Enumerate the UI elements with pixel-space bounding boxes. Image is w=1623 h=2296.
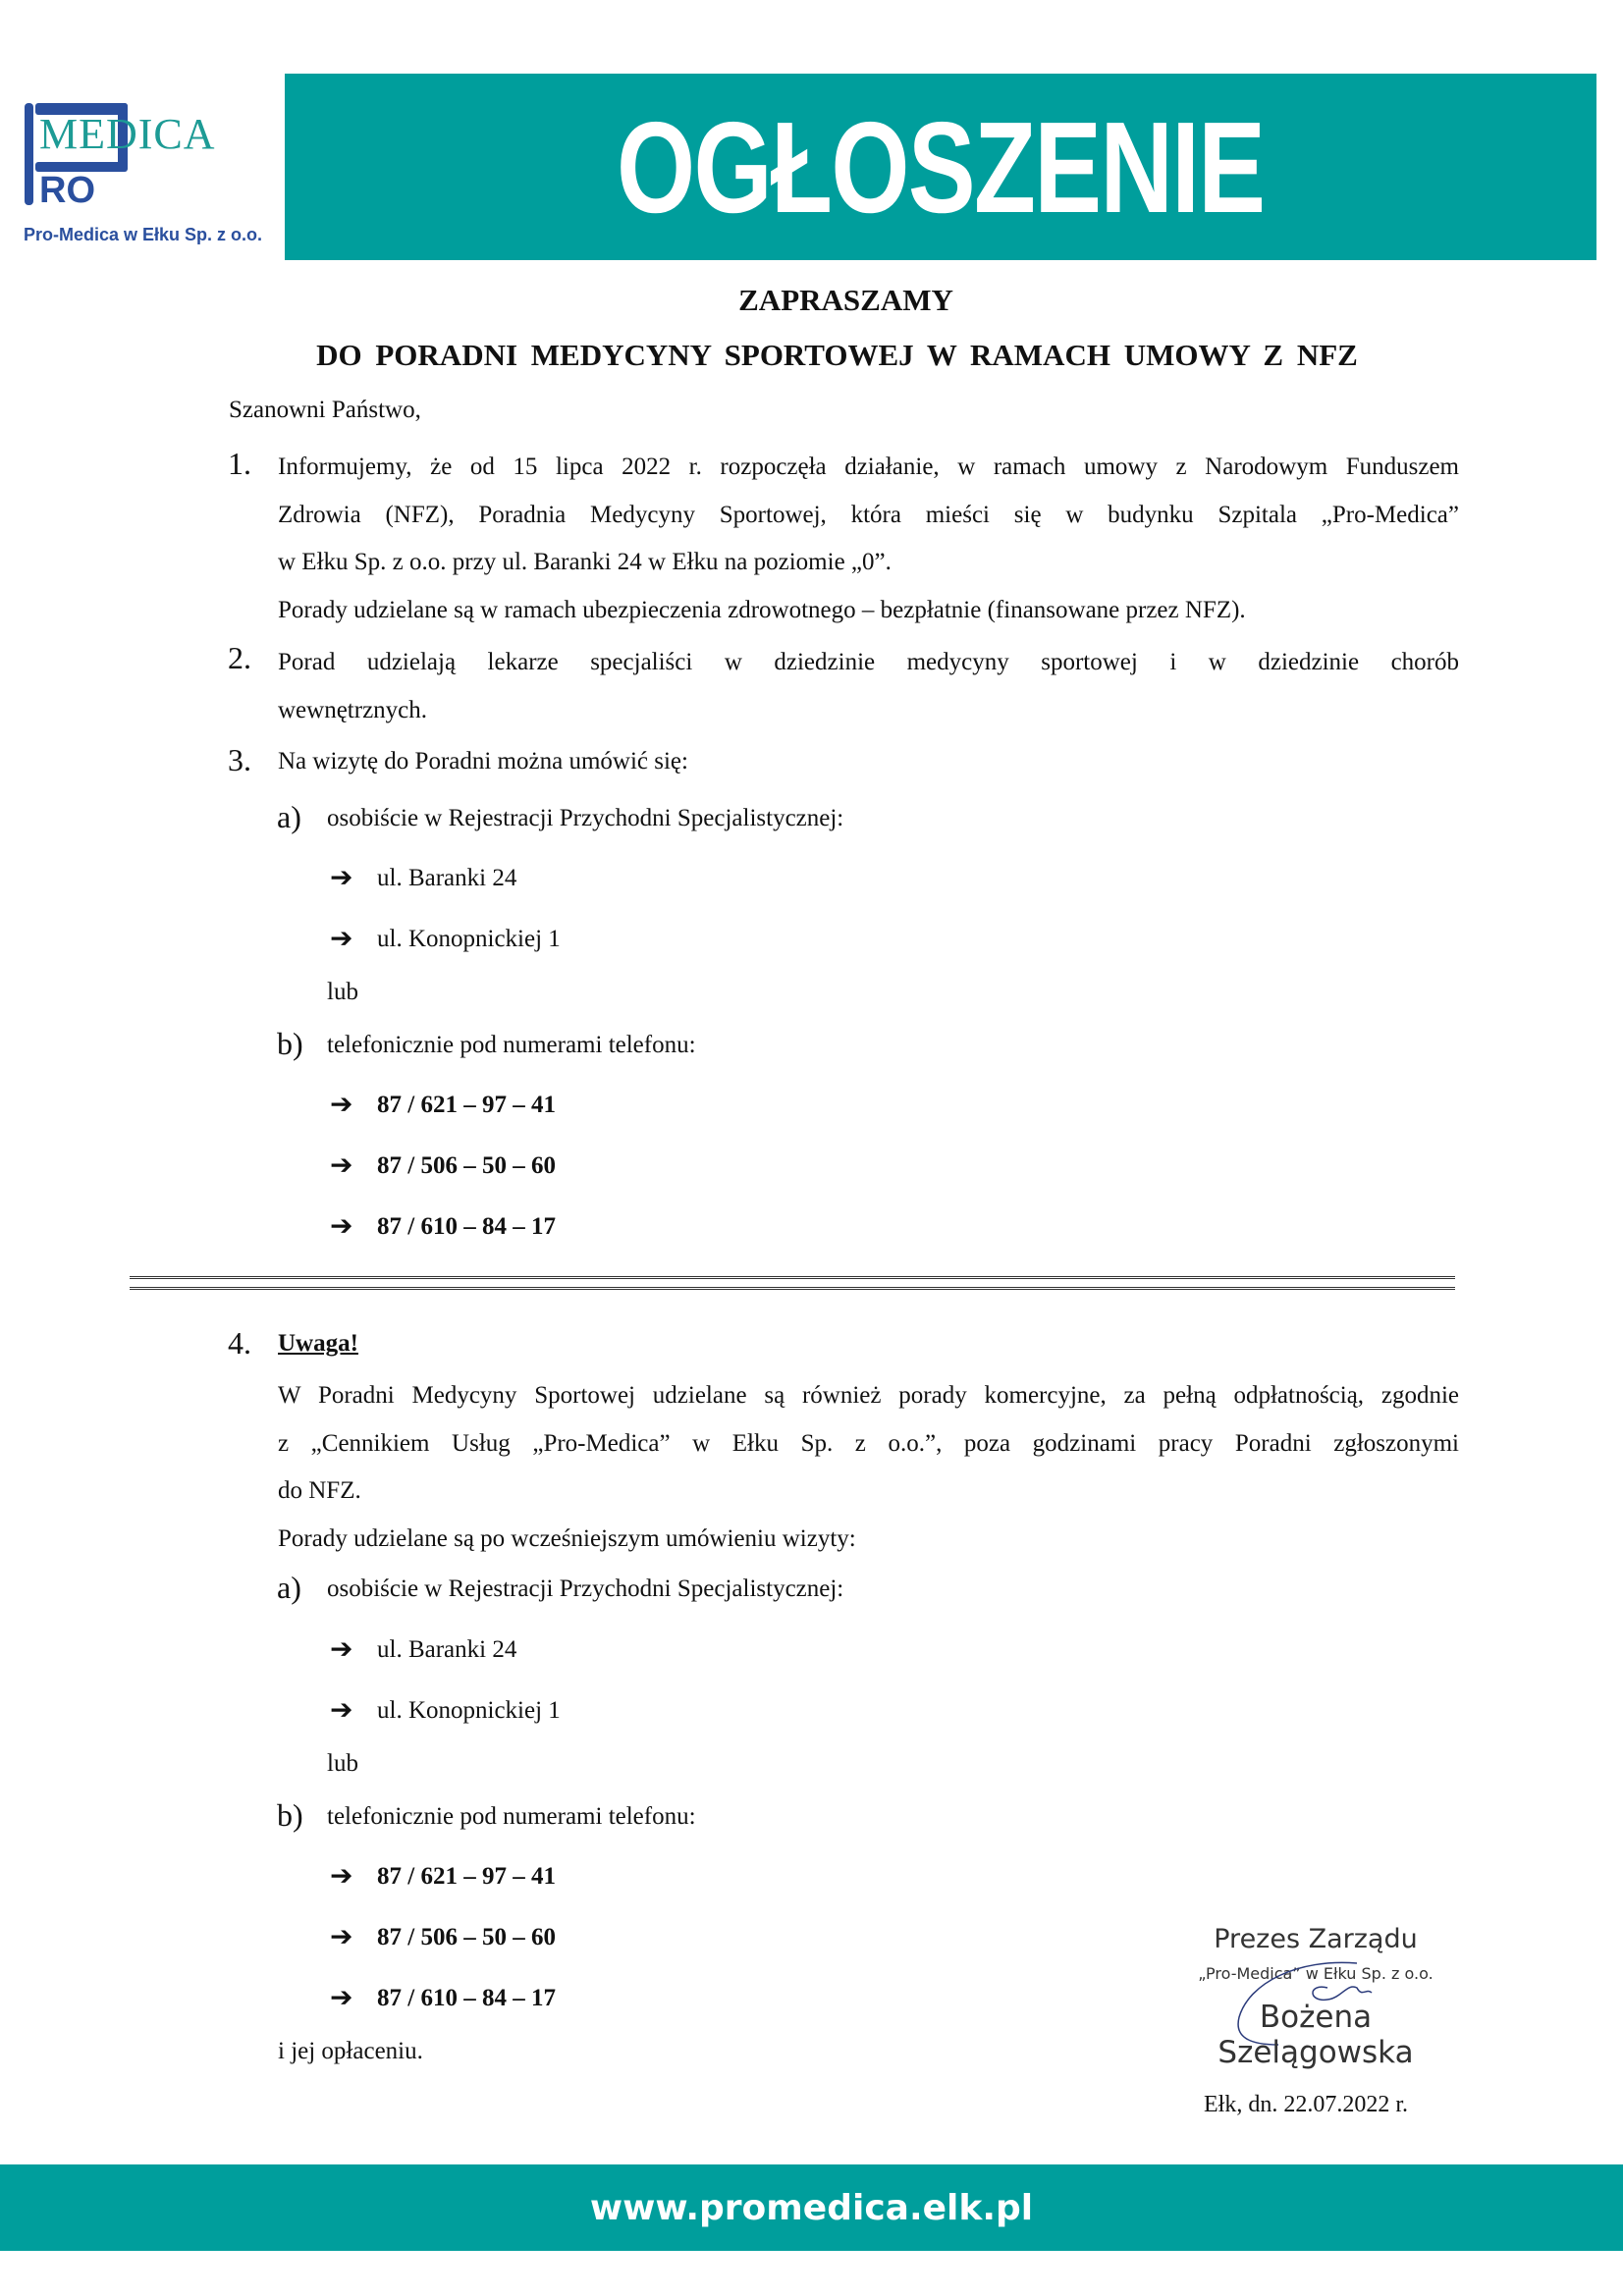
item-number: 3.: [228, 742, 251, 777]
text-line: w Ełku Sp. z o.o. przy ul. Baranki 24 w Ełku na poziomie „0”.: [278, 549, 892, 575]
address: ul. Baranki 24: [377, 1636, 517, 1663]
logo-frame: [25, 103, 33, 205]
separator-line: [130, 1276, 1455, 1290]
greeting: Szanowni Państwo,: [229, 397, 421, 423]
arrow-icon: ➔: [330, 1209, 353, 1242]
phone-intro-text: telefonicznie pod numerami telefonu:: [327, 1803, 696, 1830]
text-line: do NFZ.: [278, 1477, 361, 1504]
invite-heading: ZAPRASZAMY: [738, 283, 953, 317]
announcement-banner: [285, 74, 1596, 260]
sub-label: b): [277, 1797, 303, 1833]
logo-company-name: Pro-Medica w Ełku Sp. z o.o.: [24, 225, 263, 244]
or-text: lub: [327, 979, 358, 1005]
arrow-icon: ➔: [330, 922, 353, 954]
closing-text: i jej opłaceniu.: [278, 2038, 423, 2064]
signature-company: „Pro-Medica” w Ełku Sp. z o.o.: [1198, 1964, 1434, 1983]
address: ul. Konopnickiej 1: [377, 1697, 561, 1724]
in-person-text: osobiście w Rejestracji Przychodni Specjalistycznej:: [327, 1575, 844, 1602]
phone-number: 87 / 621 – 97 – 41: [377, 1092, 556, 1118]
sub-label: a): [277, 799, 301, 834]
or-text: lub: [327, 1750, 358, 1777]
text-line: Porady udzielane są po wcześniejszym umówieniu wizyty:: [278, 1524, 856, 1552]
signature-role: Prezes Zarządu: [1214, 1924, 1418, 1954]
phone-number: 87 / 610 – 84 – 17: [377, 1213, 556, 1240]
arrow-icon: ➔: [330, 861, 353, 893]
arrow-icon: ➔: [330, 1693, 353, 1726]
sub-label: b): [277, 1026, 303, 1061]
warning-title: Uwaga!: [278, 1330, 358, 1357]
footer-bar: [0, 2164, 1623, 2251]
clinic-heading: DO PORADNI MEDYCYNY SPORTOWEJ W RAMACH UMOWY Z NFZ: [316, 338, 1358, 372]
text-line: wewnętrznych.: [278, 696, 428, 723]
item-number: 4.: [228, 1325, 251, 1361]
address: ul. Baranki 24: [377, 865, 517, 891]
sub-label: a): [277, 1570, 301, 1605]
text-line: Porad udzielają lekarze specjaliści w dziedzinie medycyny sportowej i w dziedzinie chorób: [278, 649, 1459, 675]
phone-intro-text: telefonicznie pod numerami telefonu:: [327, 1032, 696, 1058]
logo-ro-text: RO: [39, 170, 95, 211]
arrow-icon: ➔: [330, 1148, 353, 1181]
signature-name: Bożena Szelągowska: [1217, 2000, 1414, 2070]
logo-medica-text: MEDICA: [39, 110, 216, 158]
arrow-icon: ➔: [330, 1981, 353, 2013]
arrow-icon: ➔: [330, 1632, 353, 1665]
text-line: z „Cennikiem Usług „Pro-Medica” w Ełku Sp. z o.o.”, poza godzinami pracy Poradni zgłoszonymi: [278, 1429, 1459, 1457]
item-1-text: [278, 444, 1459, 634]
phone-number: 87 / 610 – 84 – 17: [377, 1985, 556, 2011]
phone-number: 87 / 621 – 97 – 41: [377, 1863, 556, 1890]
address: ul. Konopnickiej 1: [377, 926, 561, 952]
company-logo: [22, 101, 267, 258]
arrow-icon: ➔: [330, 1859, 353, 1892]
phone-number: 87 / 506 – 50 – 60: [377, 1152, 556, 1179]
text-line: Informujemy, że od 15 lipca 2022 r. rozpoczęła działanie, w ramach umowy z Narodowym Funduszem: [278, 454, 1459, 480]
item-number: 2.: [228, 640, 251, 675]
document-date: Ełk, dn. 22.07.2022 r.: [1204, 2092, 1408, 2117]
item-number: 1.: [228, 446, 251, 481]
text-line: Zdrowia (NFZ), Poradnia Medycyny Sportowej, która mieści się w budynku Szpitala „Pro-Medica”: [278, 501, 1459, 528]
text-line: W Poradni Medycyny Sportowej udzielane są również porady komercyjne, za pełną odpłatnością, zgodnie: [278, 1382, 1459, 1409]
in-person-text: osobiście w Rejestracji Przychodni Specjalistycznej:: [327, 805, 844, 831]
arrow-icon: ➔: [330, 1088, 353, 1120]
item-4-text: [278, 1372, 1459, 1563]
banner-title: OGŁOSZENIE: [617, 94, 1265, 240]
arrow-icon: ➔: [330, 1920, 353, 1952]
website-link[interactable]: www.promedica.elk.pl: [589, 2187, 1034, 2228]
item-3-text: Na wizytę do Poradni można umówić się:: [278, 748, 688, 774]
item-2-text: [278, 639, 1459, 734]
text-line: Porady udzielane są w ramach ubezpieczenia zdrowotnego – bezpłatnie (finansowane przez NFZ).: [278, 596, 1246, 623]
phone-number: 87 / 506 – 50 – 60: [377, 1924, 556, 1950]
